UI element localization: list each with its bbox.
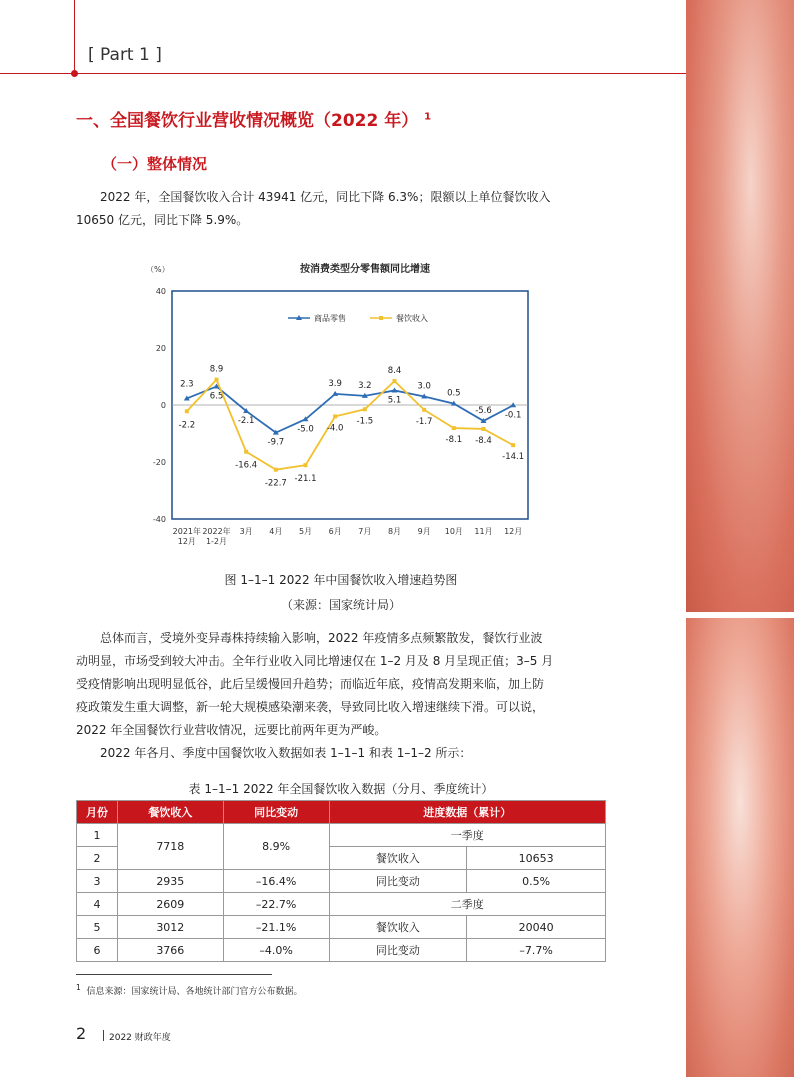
series-1-point bbox=[422, 408, 426, 412]
intro-paragraph bbox=[76, 186, 606, 232]
series-0-data-label: 0.5 bbox=[447, 388, 461, 399]
x-tick-label: 5月 bbox=[298, 527, 313, 536]
series-1-point bbox=[215, 378, 219, 382]
series-0-data-label: -0.1 bbox=[504, 410, 522, 421]
legend-label-1: 餐饮收入 bbox=[396, 314, 428, 323]
header-horizontal-rule bbox=[0, 73, 686, 74]
x-tick-label: 12月 bbox=[504, 527, 523, 536]
series-1-data-label: -8.1 bbox=[445, 435, 463, 446]
series-1-data-label: -1.5 bbox=[356, 416, 374, 427]
intro-line: 2022 年，全国餐饮收入合计 43941 亿元，同比下降 6.3%；限额以上单位餐饮收入 bbox=[100, 190, 551, 204]
table-header-row bbox=[77, 801, 606, 824]
series-1-data-label: -8.4 bbox=[475, 435, 492, 446]
body-line: 受疫情影响出现明显低谷，此后呈缓慢回升趋势；而临近年底，疫情高发期来临，加上防 bbox=[76, 677, 545, 691]
series-0-data-label: 3.2 bbox=[358, 380, 372, 391]
y-tick-label: -20 bbox=[152, 458, 166, 467]
series-1-point bbox=[511, 443, 515, 447]
table-caption: 表 1–1–1 2022 年全国餐饮收入数据（分月、季度统计） bbox=[188, 782, 494, 796]
series-1-point bbox=[274, 468, 278, 472]
series-1-data-label: -14.1 bbox=[502, 452, 525, 463]
table-row: 2 餐饮收入 10653 bbox=[77, 847, 606, 870]
series-1-point bbox=[244, 450, 248, 454]
side-decorative-photo bbox=[686, 0, 794, 1077]
series-1-point bbox=[393, 379, 397, 383]
series-0-data-label: 3.0 bbox=[417, 381, 431, 392]
footnote-rule bbox=[76, 974, 272, 975]
q1-title: 一季度 bbox=[329, 824, 605, 847]
growth-trend-chart bbox=[140, 258, 530, 558]
series-1-data-label: 8.4 bbox=[387, 366, 402, 377]
income-table bbox=[76, 800, 606, 962]
series-0-data-label: 3.9 bbox=[328, 378, 342, 389]
th-change: 同比变动 bbox=[223, 801, 329, 824]
legend-label-0: 商品零售 bbox=[314, 314, 346, 323]
table-row: 4 2609 –22.7% 二季度 bbox=[77, 893, 606, 916]
th-month: 月份 bbox=[77, 801, 118, 824]
chart-title: 按消费类型分零售额同比增速 bbox=[300, 264, 430, 275]
table-row: 3 2935 –16.4% 同比变动 0.5% bbox=[77, 870, 606, 893]
series-1-point bbox=[452, 426, 456, 430]
series-1-data-label: -1.7 bbox=[415, 416, 433, 427]
x-tick-label: 11月 bbox=[474, 527, 493, 536]
x-tick-label: 4月 bbox=[269, 527, 283, 536]
table-row: 1 7718 8.9% 一季度 bbox=[77, 824, 606, 847]
figure-caption: 图 1–1–1 2022 年中国餐饮收入增速趋势图 bbox=[224, 573, 458, 587]
series-0-data-label: -5.0 bbox=[297, 424, 314, 435]
series-1-data-label: 8.9 bbox=[209, 364, 224, 375]
series-0-data-label: -5.6 bbox=[475, 405, 492, 416]
series-1-point bbox=[482, 427, 486, 431]
series-1-point bbox=[304, 463, 308, 467]
x-tick-label: 2021年 bbox=[172, 527, 202, 536]
footnote-ref: 1 bbox=[424, 111, 432, 123]
x-tick-label: 8月 bbox=[387, 527, 402, 536]
series-1-point bbox=[185, 409, 189, 413]
y-axis-unit: （%） bbox=[146, 265, 170, 274]
series-1-data-label: -22.7 bbox=[264, 478, 287, 489]
figure-source: （来源：国家统计局） bbox=[280, 598, 401, 612]
table-intro: 2022 年各月、季度中国餐饮收入数据如表 1–1–1 和表 1–1–2 所示： bbox=[100, 746, 472, 760]
footer-label: 2022 财政年度 bbox=[109, 1033, 171, 1043]
y-tick-label: 0 bbox=[160, 401, 166, 410]
footer-divider bbox=[103, 1030, 104, 1041]
th-progress: 进度数据（累计） bbox=[329, 801, 605, 824]
x-tick-label: 3月 bbox=[239, 527, 253, 536]
series-0-data-label: 2.3 bbox=[180, 379, 194, 390]
series-1-data-label: -2.2 bbox=[178, 420, 196, 431]
subsection-heading: （一）整体情况 bbox=[102, 155, 208, 173]
series-1-data-label: -4.0 bbox=[326, 423, 344, 434]
section-heading: 一、全国餐饮行业营收情况概览（2022 年） $^1$ bbox=[76, 111, 432, 131]
y-tick-label: 40 bbox=[155, 287, 166, 296]
intro-line: 10650 亿元，同比下降 5.9%。 bbox=[76, 213, 249, 227]
body-line: 2022 年全国餐饮行业营收情况，远要比前两年更为严峻。 bbox=[76, 723, 387, 737]
x-tick-label: 2022年 bbox=[202, 527, 231, 536]
side-photo-bottom bbox=[686, 618, 794, 1077]
header-rule-dot bbox=[71, 70, 78, 77]
q2-title: 二季度 bbox=[329, 893, 605, 916]
table-row: 6 3766 –4.0% 同比变动 –7.7% bbox=[77, 939, 606, 962]
body-line: 疫政策发生重大调整，新一轮大规模感染潮来袭，导致同比收入增速继续下滑。可以说， bbox=[76, 700, 545, 714]
series-1-point bbox=[363, 407, 367, 411]
body-line: 总体而言，受境外变异毒株持续输入影响，2022 年疫情多点频繁散发，餐饮行业波 bbox=[100, 631, 543, 645]
th-income: 餐饮收入 bbox=[117, 801, 223, 824]
legend-marker-1 bbox=[379, 316, 383, 320]
footnote: $^1$ 信息来源：国家统计局、各地统计部门官方公布数据。 bbox=[76, 983, 303, 997]
table-row: 5 3012 –21.1% 餐饮收入 20040 bbox=[77, 916, 606, 939]
x-tick-label: 10月 bbox=[444, 527, 463, 536]
x-tick-label: 6月 bbox=[328, 527, 342, 536]
side-photo-top bbox=[686, 0, 794, 612]
series-1-data-label: -16.4 bbox=[235, 460, 258, 471]
x-tick-label: 1-2月 bbox=[205, 537, 228, 546]
header-vertical-rule bbox=[74, 0, 75, 74]
page-number: 2 bbox=[76, 1024, 87, 1043]
x-tick-label: 12月 bbox=[177, 537, 196, 546]
part-label: [ Part 1 ] bbox=[88, 45, 162, 65]
series-0-data-label: -2.1 bbox=[237, 415, 255, 426]
series-0-data-label: 5.1 bbox=[387, 395, 402, 406]
body-paragraph bbox=[76, 627, 606, 765]
x-tick-label: 9月 bbox=[417, 527, 431, 536]
series-1-data-label: -21.1 bbox=[294, 474, 317, 485]
body-line: 动明显，市场受到较大冲击。全年行业收入同比增速仅在 1–2 月及 8 月呈现正值；3–5 月 bbox=[76, 654, 554, 668]
y-tick-label: -40 bbox=[152, 515, 166, 524]
series-0-data-label: 6.5 bbox=[209, 391, 224, 402]
series-0-data-label: -9.7 bbox=[267, 437, 285, 448]
x-tick-label: 7月 bbox=[358, 527, 372, 536]
series-1-point bbox=[333, 414, 337, 418]
y-tick-label: 20 bbox=[155, 344, 166, 353]
